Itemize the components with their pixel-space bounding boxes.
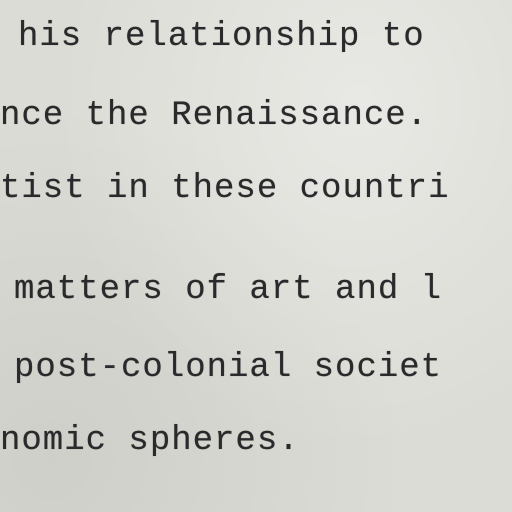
text-line-5: post-colonial societ <box>14 349 443 387</box>
text-line-4: matters of art and l <box>14 271 443 309</box>
text-line-3: tist in these countri <box>0 170 450 208</box>
text-line-2: nce the Renaissance. <box>0 97 429 135</box>
text-line-6: nomic spheres. <box>0 422 300 460</box>
text-line-1: his relationship to <box>18 18 425 56</box>
